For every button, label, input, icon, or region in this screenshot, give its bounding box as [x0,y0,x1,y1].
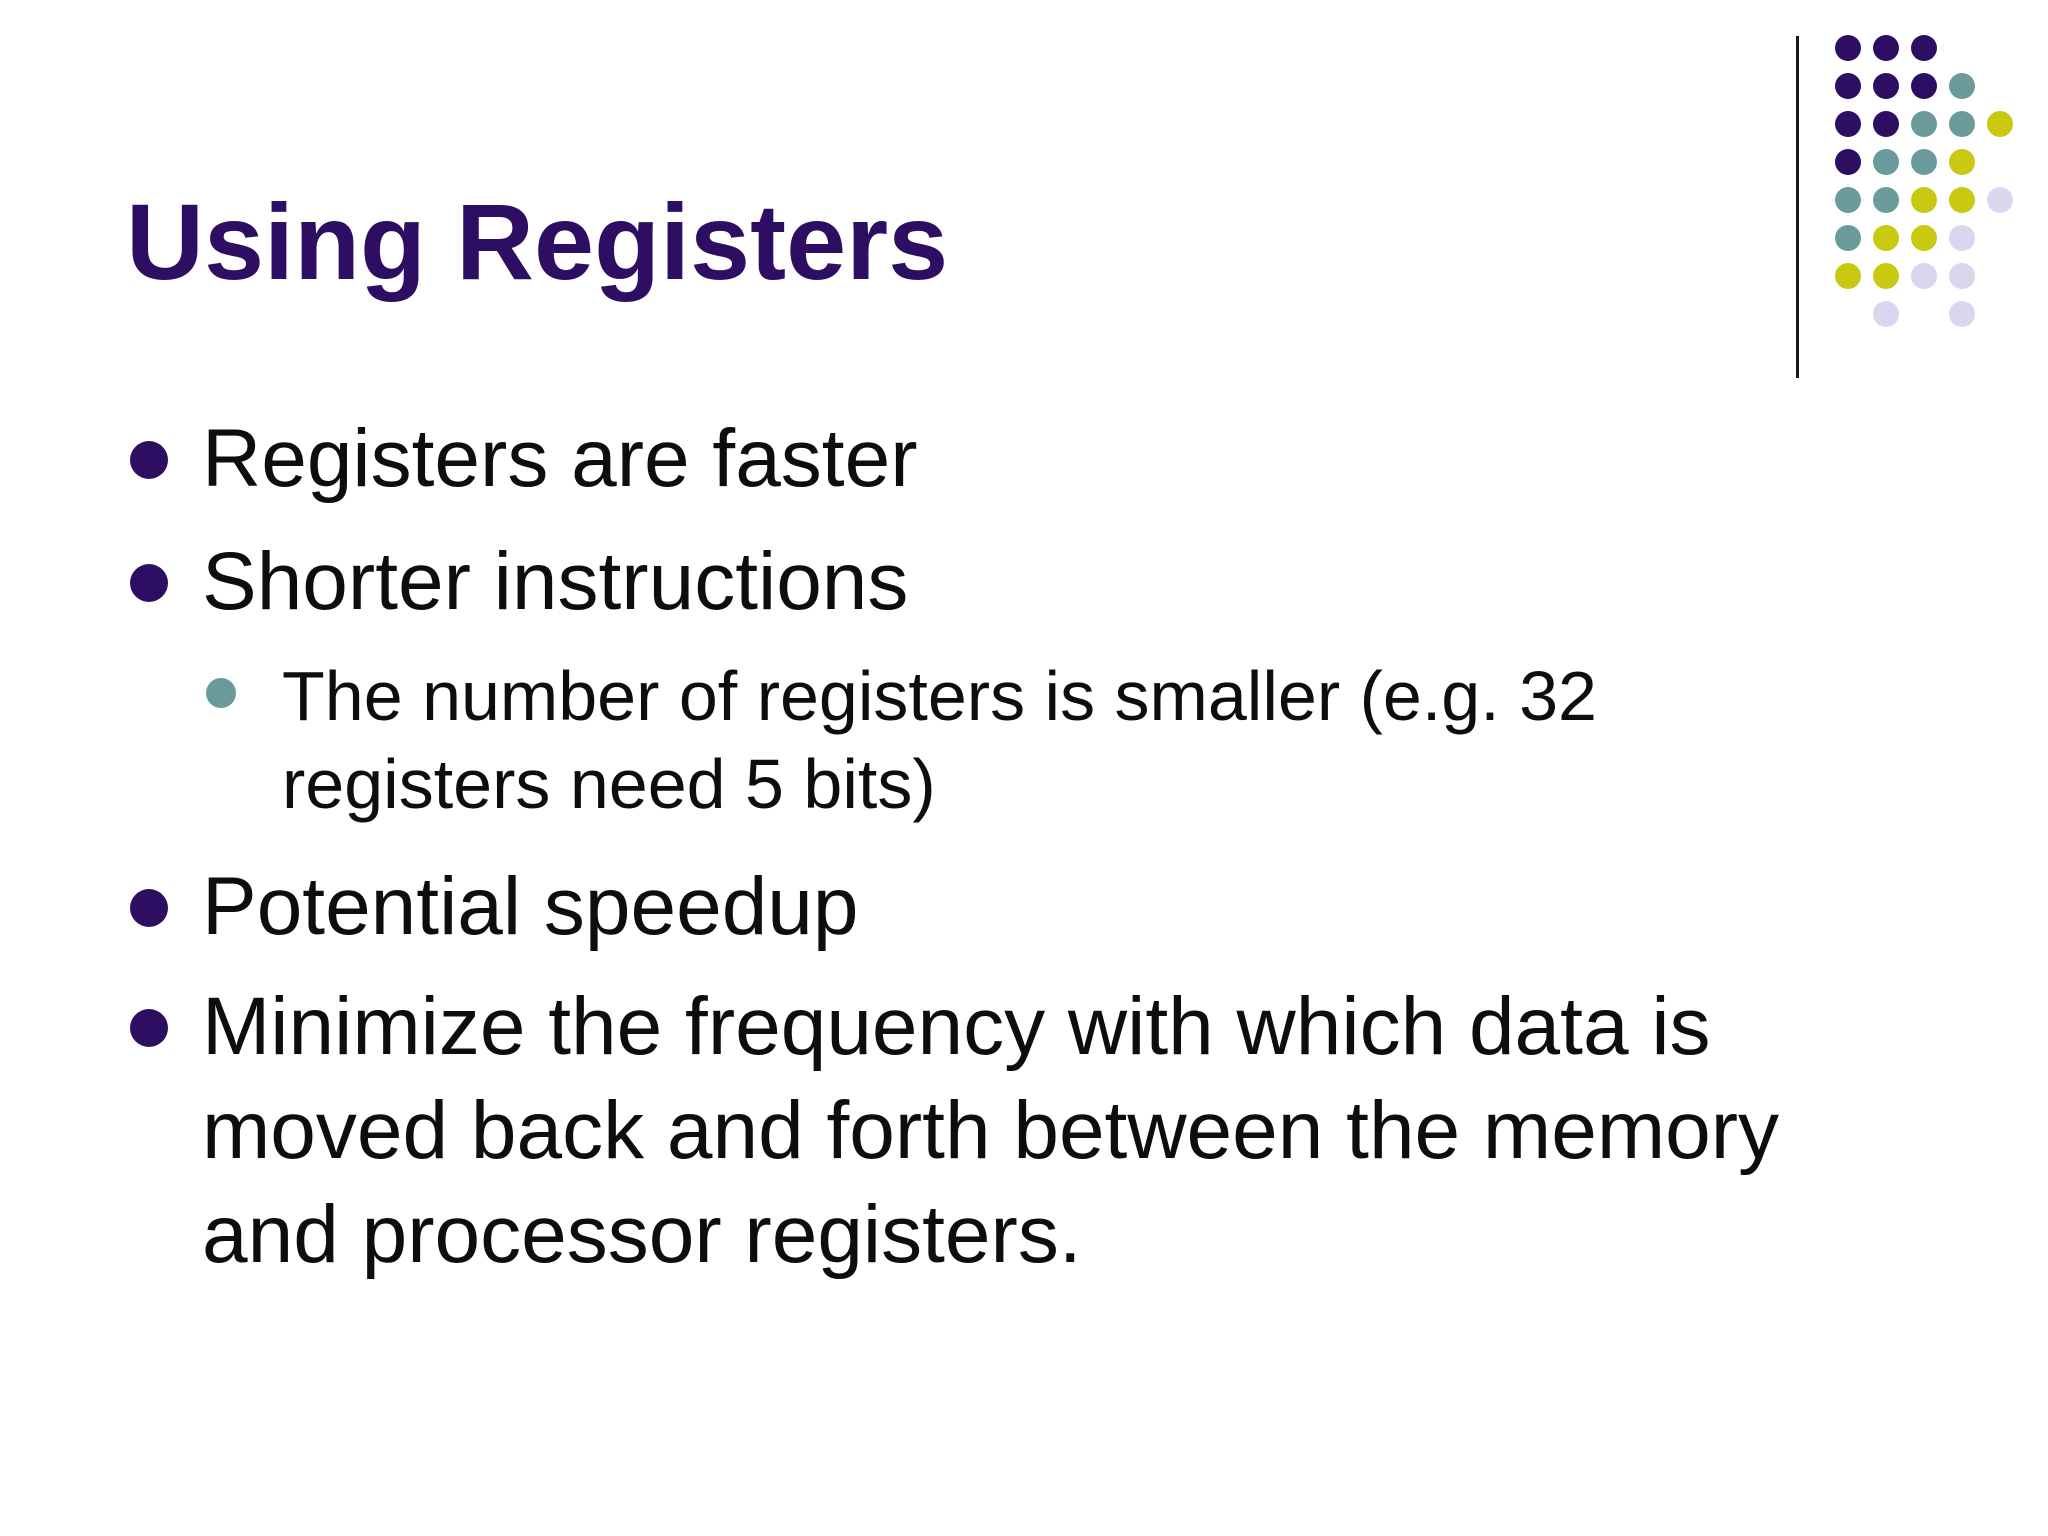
bullet-item: Minimize the frequency with which data is moved back and forth between the memory and processor registers. [202,975,1922,1287]
bullet-item: Shorter instructions [202,530,1922,634]
bullet-item: Potential speedup [202,855,1922,959]
bullet-item: Registers are faster [202,407,1922,511]
sub-bullet-item: The number of registers is smaller (e.g. 32 registers need 5 bits) [282,652,1742,828]
slide-title: Using Registers [126,181,949,302]
